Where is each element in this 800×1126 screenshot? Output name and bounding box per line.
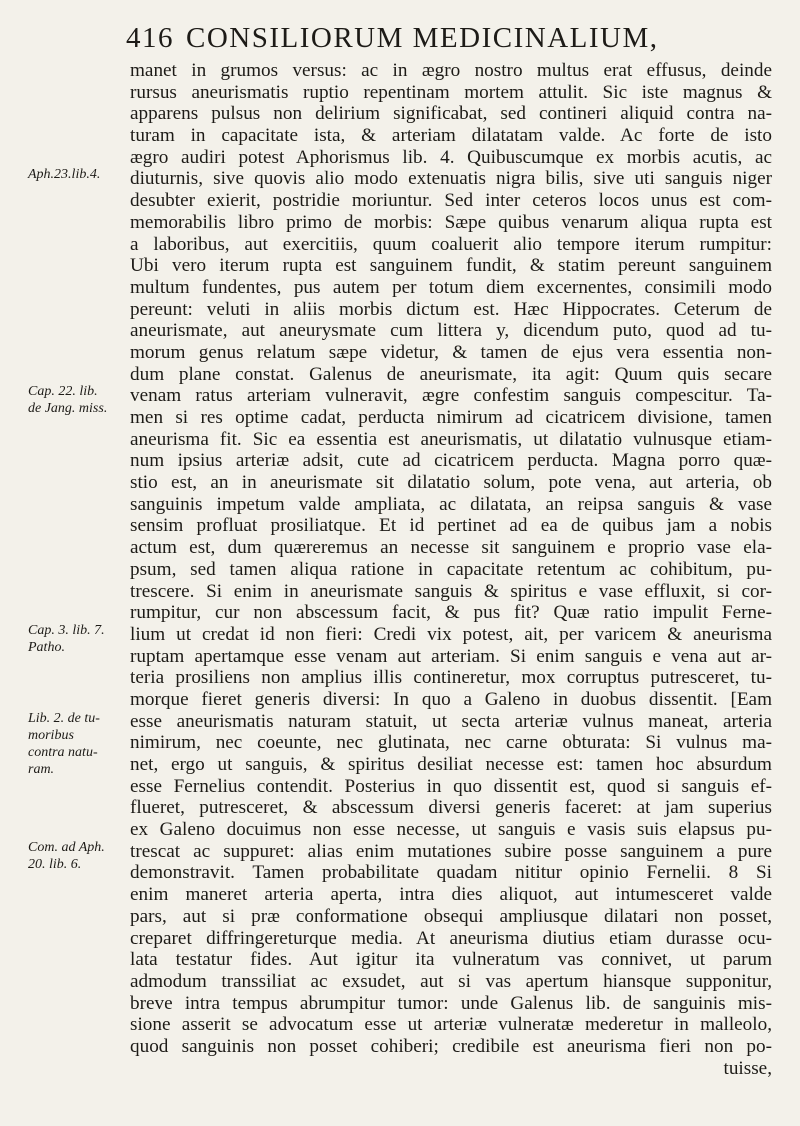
text-line: venam ratus arteriam vulneravit, ægre confestim sanguis compescitur. Ta- [130, 385, 772, 407]
running-title: CONSILIORUM MEDICINALIUM, [186, 22, 659, 54]
text-line: lata testatur fides. Aut igitur ita vulneratum vas connivet, ut parum [130, 949, 772, 971]
text-line: flueret, putresceret, & abscessum diversi generis faceret: at jam superius [130, 797, 772, 819]
text-line: men si res optime cadat, perducta nimirum ad cicatricem divisione, tamen [130, 407, 772, 428]
margin-note-line: contra natu- [28, 745, 98, 760]
text-line: ex Galeno docuimus non esse necesse, ut sanguis e vasis suis elapsus pu- [130, 819, 772, 841]
margin-note-line: Com. ad Aph. [28, 840, 105, 855]
margin-note [28, 710, 128, 778]
running-header [126, 22, 736, 55]
margin-note-line: Aph.23.lib.4. [28, 167, 101, 182]
margin-note [28, 622, 128, 656]
text-line: apparens pulsus non delirium significabat, sed contineri aliquid contra na- [130, 103, 772, 125]
margin-note-line: Cap. 3. lib. 7. [28, 623, 105, 638]
text-line: demonstravit. Tamen probabilitate quadam nititur opinio Fernelii. 8 Si [130, 862, 772, 884]
text-line: psum, sed tamen aliqua ratione in capacitate retentum ac cohibitum, pu- [130, 558, 772, 580]
margin-note-line: ram. [28, 762, 55, 777]
text-line: admodum transsiliat ac exsudet, aut si vas apertum hiansque supponitur, [130, 970, 772, 992]
text-line: desubter exierit, postridie moriuntur. Sed inter ceteros locos unus est com- [130, 190, 772, 212]
margin-note [28, 166, 128, 183]
text-line: lium ut credat id non fieri: Credi vix potest, ait, per varicem & aneurisma [130, 623, 772, 645]
text-line: trescat ac suppuret: alias enim mutationes subire posse sanguinem a pure [130, 840, 772, 862]
margin-note-line: Cap. 22. lib. [28, 384, 98, 399]
text-line: net, ergo ut sanguis, & spiritus desiliat necesse est: tamen hoc absurdum [130, 754, 772, 775]
text-line: a laboribus, aut exercitiis, quum coaluerit alio tempore iterum rumpitur: [130, 233, 772, 255]
text-line: morum genus relatum sæpe videtur, & tamen de ejus vera essentia non- [130, 341, 772, 363]
text-line: num ipsius arteriæ adsit, cute ad cicatricem perducta. Magna porro quæ- [130, 450, 772, 472]
text-line: ægro audiri potest Aphorismus lib. 4. Quibuscumque ex morbis acutis, ac [130, 146, 772, 168]
text-line: Ubi vero iterum rupta est sanguinem fundit, & statim pereunt sanguinem [130, 255, 772, 277]
margin-note-line: Lib. 2. de tu- [28, 711, 100, 726]
text-line: sanguinis impetum valde ampliata, ac dilatata, an reipsa sanguis & vase [130, 493, 772, 515]
text-line: breve intra tempus abrumpitur tumor: unde Galenus lib. de sanguinis mis- [130, 992, 772, 1014]
text-line: teria prosiliens non amplius illis contineretur, mox corruptus putresceret, tu- [130, 667, 772, 689]
text-line: memorabilis libro primo de morbis: Sæpe quibus venarum aliqua rupta est [130, 211, 772, 233]
text-line: diuturnis, sive quovis alio modo extenuatis nigra bilis, sive uti sanguis niger [130, 168, 772, 190]
text-line: multum fundentes, pus autem per totum diem excernentes, consimili modo [130, 276, 772, 298]
text-line: rursus aneurismatis ruptio repentinam mortem attulit. Sic iste magnus & [130, 81, 772, 103]
text-line: aneurisma fit. Sic ea essentia est aneurismatis, ut dilatatio vulnusque etiam- [130, 428, 772, 450]
text-line: actum est, dum quæreremus an necesse sit sanguinem e proprio vase ela- [130, 537, 772, 559]
text-line: nimirum, nec coeunte, nec glutinata, nec carne obturata: Si vulnus ma- [130, 732, 772, 754]
text-line: dum plane constat. Galenus de aneurismate, ita agit: Quum quis secare [130, 363, 772, 385]
text-line: turam in capacitate ista, & arteriam dilatatam valde. Ac forte de isto [130, 125, 772, 147]
text-line: tuisse, [723, 1057, 772, 1079]
text-line: sione asserit se advocatum esse ut arteriæ vulneratæ mederetur in malleolo, [130, 1014, 772, 1036]
text-line: pars, aut si præ conformatione obsequi ampliusque dilatari non posset, [130, 905, 772, 927]
text-line: aneurismate, aut aneurysmate cum littera y, dicendum puto, quod ad tu- [130, 320, 772, 342]
text-line: quod sanguinis non posset cohiberi; credibile est aneurisma fieri non po- [130, 1035, 772, 1057]
text-line: esse aneurismatis naturam statuit, ut secta arteriæ vulnus maneat, arteria [130, 710, 772, 732]
margin-note-line: moribus [28, 728, 74, 743]
text-line: trescere. Si enim in aneurismate sanguis & spiritus e vase effluxit, si cor- [130, 580, 772, 602]
page-number: 416 [126, 22, 174, 54]
margin-note [28, 383, 128, 417]
text-line: morque fieret generis diversi: In quo a Galeno in duobus dissentit. [Eam [130, 688, 772, 710]
margin-note [28, 839, 128, 873]
text-line: rumpitur, cur non abscessum facit, & pus fit? Quæ ratio impulit Ferne- [130, 602, 772, 624]
text-line: manet in grumos versus: ac in ægro nostro multus erat effusus, deinde [130, 60, 772, 81]
margin-note-line: Patho. [28, 640, 65, 655]
text-line: ruptam apertamque esse venam aut arteriam. Si enim sanguis e vena aut ar- [130, 645, 772, 667]
text-line: creparet diffringereturque media. At aneurisma diutius etiam durasse ocu- [130, 927, 772, 949]
body-text [130, 60, 772, 1079]
text-line: stio est, an in aneurismate sit dilatatio solum, pote vena, aut arteria, ob [130, 472, 772, 494]
text-line: enim maneret arteria aperta, intra dies aliquot, aut intumesceret valde [130, 884, 772, 906]
margin-note-line: de Jang. miss. [28, 401, 108, 416]
text-line: esse Fernelius contendit. Posterius in quo dissentit est, quod si sanguis ef- [130, 775, 772, 797]
text-line: sensim profluat prosiliatque. Et id pertinet ad ea de quibus jam a nobis [130, 515, 772, 537]
margin-note-line: 20. lib. 6. [28, 857, 82, 872]
text-line: pereunt: veluti in aliis morbis dictum est. Hæc Hippocrates. Ceterum de [130, 298, 772, 320]
